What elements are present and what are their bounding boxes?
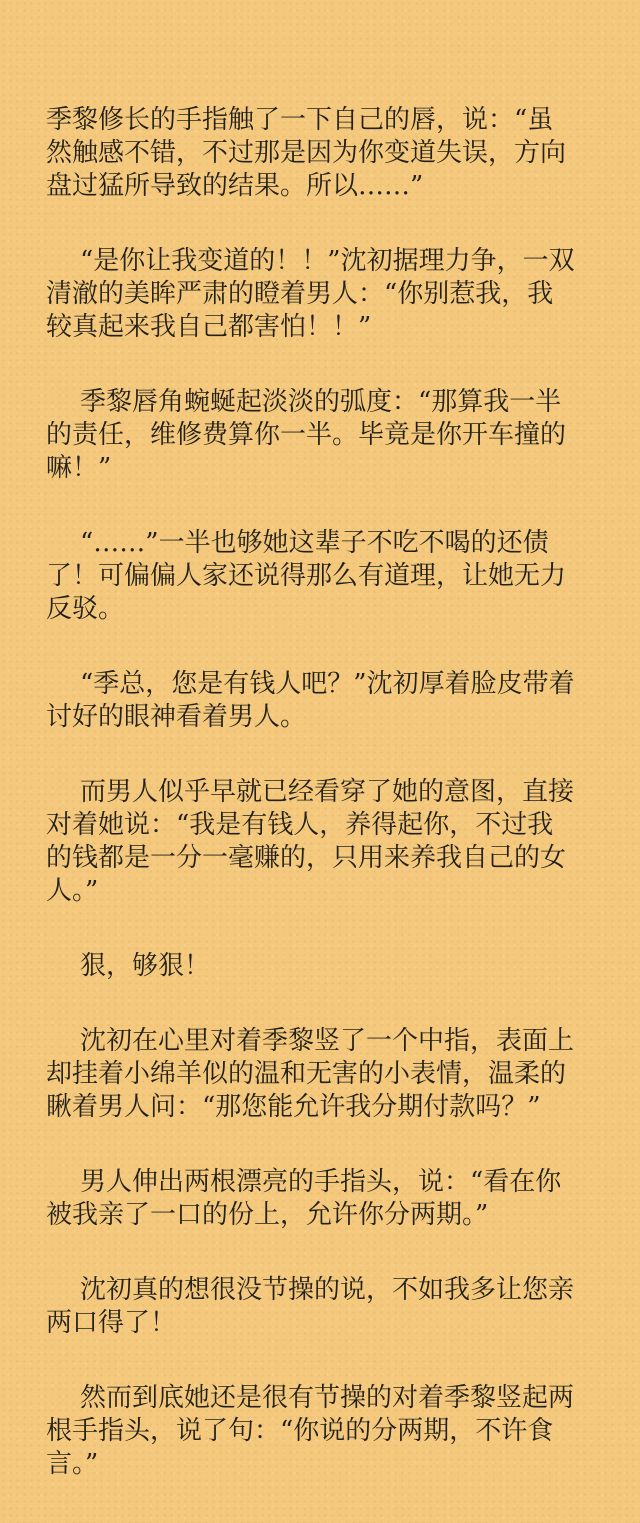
- text-line: “……”一半也够她这辈子不吃不喝的还债: [80, 528, 549, 558]
- text-line: 的钱都是一分一毫赚的，只用来养我自己的女: [46, 843, 567, 873]
- paragraph: [46, 668, 606, 734]
- text-line: 的责任，维修费算你一半。毕竟是你开车撞的: [46, 420, 567, 450]
- text-line: 盘过猛所导致的结果。所以……”: [46, 171, 424, 201]
- paragraph: [46, 527, 606, 626]
- paragraph: [46, 104, 606, 203]
- text-line: 较真起来我自己都害怕！！”: [46, 312, 372, 342]
- text-line: 然而到底她还是很有节操的对着季黎竖起两: [80, 1383, 575, 1413]
- text-line: 被我亲了一口的份上，允许你分两期。”: [46, 1200, 489, 1230]
- article-body: [46, 104, 606, 1523]
- text-line: “季总，您是有钱人吧？”沈初厚着脸皮带着: [80, 669, 575, 699]
- text-line: 沈初在心里对着季黎竖了一个中指，表面上: [80, 1026, 575, 1056]
- text-line: 季黎修长的手指触了一下自己的唇，说：“虽: [46, 105, 554, 135]
- text-line: 却挂着小绵羊似的温和无害的小表情，温柔的: [46, 1059, 567, 1089]
- paragraph: [46, 1025, 606, 1124]
- text-line: 对着她说：“我是有钱人，养得起你，不过我: [46, 810, 554, 840]
- text-line: 清澈的美眸严肃的瞪着男人：“你别惹我，我: [46, 279, 554, 309]
- text-line: 瞅着男人问：“那您能允许我分期付款吗？”: [46, 1092, 541, 1122]
- text-line: 两口得了！: [46, 1308, 177, 1338]
- text-line: 嘛！”: [46, 453, 112, 483]
- text-line: 季黎唇角蜿蜒起淡淡的弧度：“那算我一半: [80, 387, 562, 417]
- text-line: 言。”: [46, 1449, 99, 1479]
- paragraph: [46, 386, 606, 485]
- paragraph: [46, 1166, 606, 1232]
- text-line: 反驳。: [46, 594, 125, 624]
- paragraph: [46, 1382, 606, 1481]
- paragraph: [46, 776, 606, 908]
- text-line: 狠，够狠！: [80, 951, 211, 981]
- paragraph: [46, 245, 606, 344]
- text-line: 男人伸出两根漂亮的手指头，说：“看在你: [80, 1167, 562, 1197]
- text-line: 根手指头，说了句：“你说的分两期，不许食: [46, 1416, 554, 1446]
- text-line: 讨好的眼神看着男人。: [46, 702, 307, 732]
- paragraph: [46, 1274, 606, 1340]
- text-line: 人。”: [46, 876, 99, 906]
- text-line: “是你让我变道的！！”沈初据理力争，一双: [80, 246, 575, 276]
- text-line: 了！可偏偏人家还说得那么有道理，让她无力: [46, 561, 567, 591]
- text-line: 而男人似乎早就已经看穿了她的意图，直接: [80, 777, 575, 807]
- text-line: 沈初真的想很没节操的说，不如我多让您亲: [80, 1275, 575, 1305]
- paragraph: [46, 950, 606, 983]
- text-line: 然触感不错，不过那是因为你变道失误，方向: [46, 138, 567, 168]
